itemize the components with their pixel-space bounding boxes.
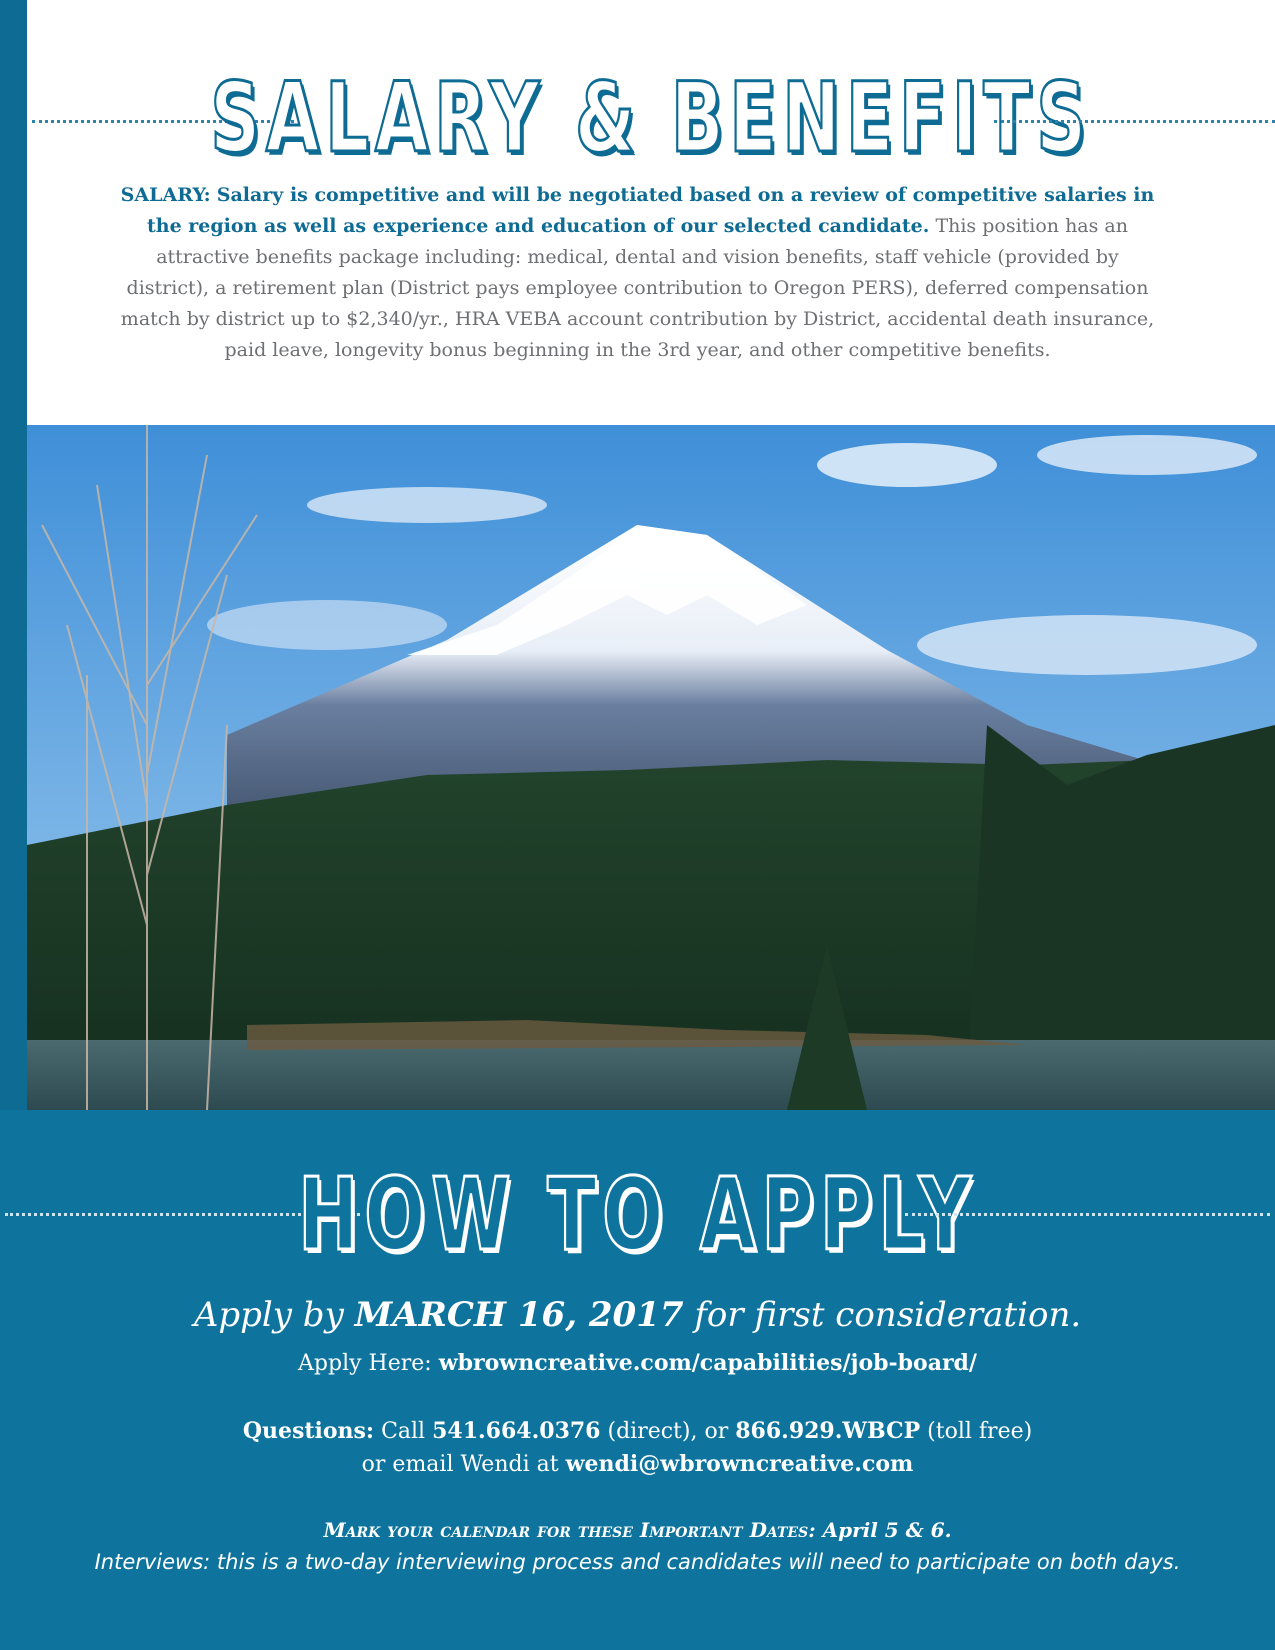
salary-paragraph xyxy=(120,180,1155,366)
email-line xyxy=(0,1451,1275,1477)
apply-url-link[interactable]: wbrowncreative.com/capabilities/job-board/ xyxy=(438,1350,977,1376)
phone-tollfree[interactable]: 866.929.WBCP xyxy=(735,1418,921,1444)
phone-direct[interactable]: 541.664.0376 xyxy=(432,1418,601,1444)
salary-body-text: This position has an attractive benefits package including: medical, dental and vision benefits, staff vehicle (provided by district), a retirement plan (District pays employee contribution to Oregon PERS), deferred compensation match by district up to $2,340/yr., HRA VEBA account contribution by District, accidental death insurance, paid leave, longevity bonus beginning in the 3rd year, and other competitive benefits. xyxy=(120,215,1155,361)
email-prefix: or email Wendi at xyxy=(361,1452,559,1477)
mountain-lake-photo xyxy=(27,425,1275,1110)
questions-line xyxy=(0,1418,1275,1444)
how-to-apply-section xyxy=(0,1110,1275,1650)
apply-heading: HOW TO APPLY xyxy=(298,1156,977,1273)
calendar-line xyxy=(0,1518,1275,1542)
email-link[interactable]: wendi@wbrowncreative.com xyxy=(565,1451,914,1477)
calendar-label: Mark your calendar for these Important Dates: xyxy=(323,1518,816,1542)
call-text: Call xyxy=(381,1419,426,1444)
questions-label: Questions: xyxy=(242,1418,375,1444)
salary-label: SALARY: xyxy=(120,184,211,206)
direct-text: (direct), or xyxy=(607,1419,729,1444)
deadline-prefix: Apply by xyxy=(193,1295,344,1335)
deadline-line xyxy=(0,1295,1275,1335)
deadline-suffix: for first consideration. xyxy=(694,1295,1082,1335)
tollfree-text: (toll free) xyxy=(927,1419,1033,1444)
deadline-date: MARCH 16, 2017 xyxy=(354,1295,684,1335)
apply-here-label: Apply Here: xyxy=(298,1351,432,1376)
interviews-note: Interviews: this is a two-day interviewing process and candidates will need to participate on both days. xyxy=(94,1550,1181,1574)
salary-title-row xyxy=(27,62,1275,174)
salary-heading: SALARY & BENEFITS xyxy=(210,62,1092,174)
left-accent-bar xyxy=(0,0,27,1110)
calendar-dates: April 5 & 6. xyxy=(822,1518,952,1542)
apply-here-line xyxy=(0,1350,1275,1376)
dotted-divider-right xyxy=(994,120,1275,123)
salary-bold-text: Salary is competitive and will be negotiated based on a review of competitive salaries in the region as well as experience and education of our selected candidate. xyxy=(147,184,1155,237)
dotted-divider-right xyxy=(905,1213,1270,1216)
